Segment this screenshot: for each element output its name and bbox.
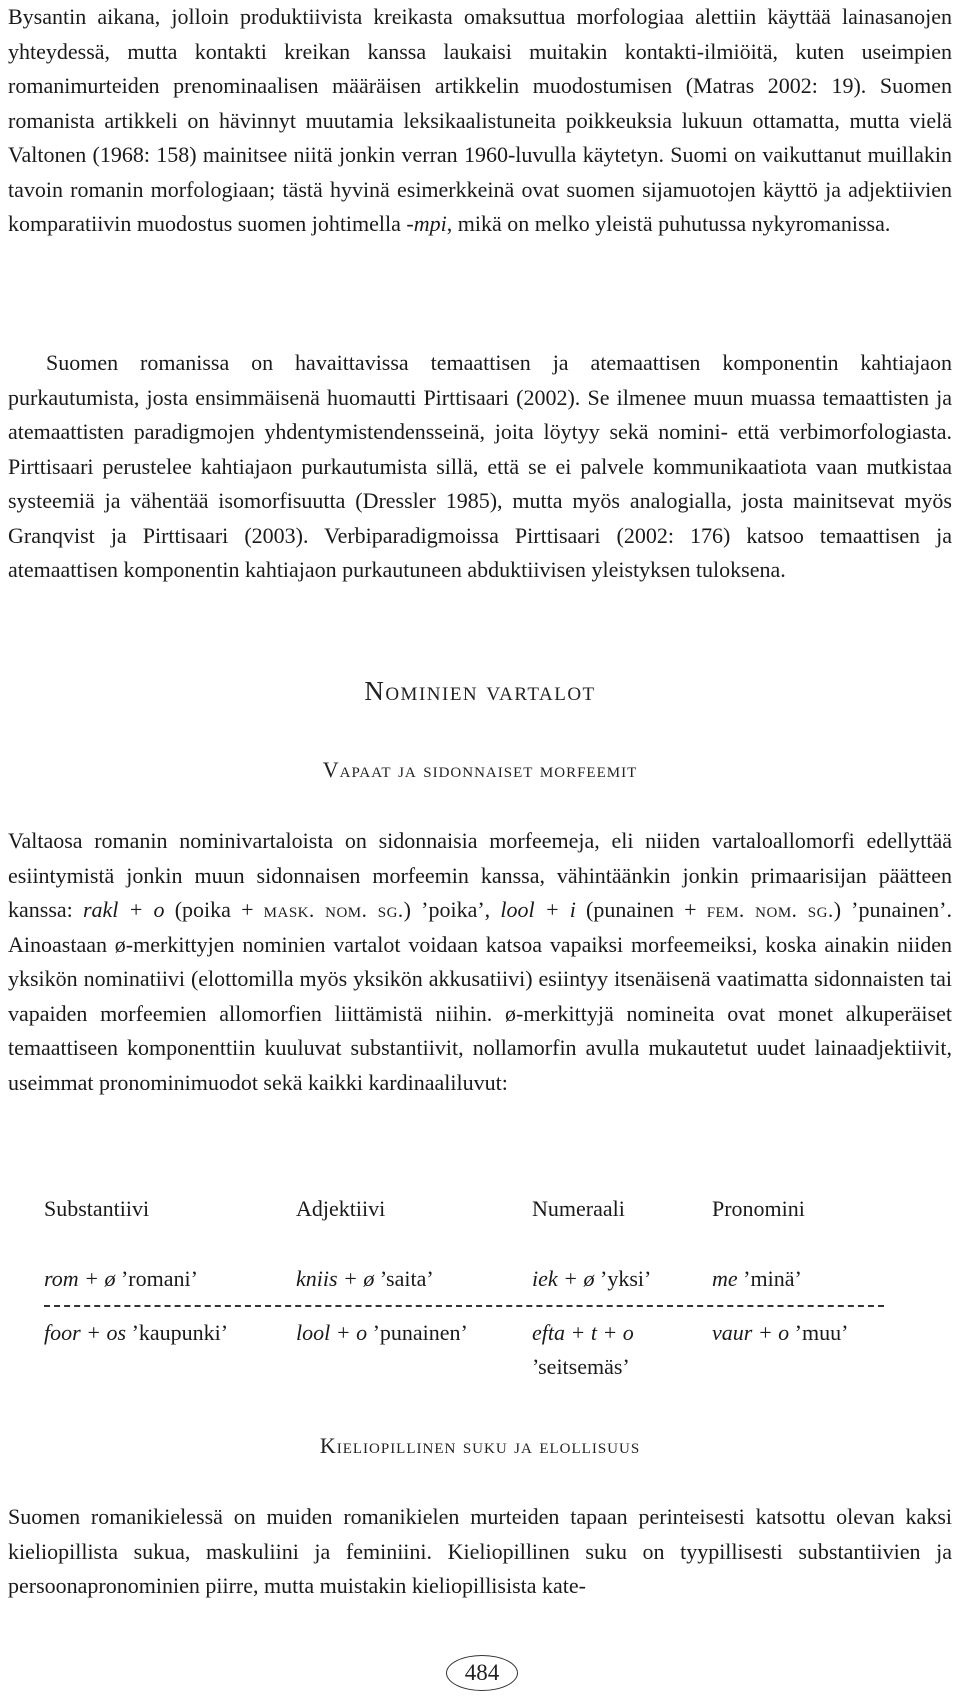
paragraph-1 <box>8 0 952 242</box>
example-rakl-o: rakl + o <box>82 897 165 922</box>
subsection-heading-1-block <box>8 757 952 783</box>
gloss-fem-nom-sg: fem. nom. sg. <box>706 898 834 922</box>
table-cell <box>296 1316 532 1384</box>
example-form: rom + ø <box>44 1266 116 1291</box>
paragraph-1-text-b: , mikä on melko yleistä puhutussa nykyromanissa. <box>446 211 891 236</box>
section-heading-block <box>8 676 952 707</box>
example-gloss: ’saita’ <box>374 1266 434 1291</box>
paragraph-2 <box>8 346 952 588</box>
paragraph-1-text-a: Bysantin aikana, jolloin produktiivista kreikasta omaksuttua morfologiaa alettiin käyttää lainasanojen yhteydessä, mutta kontakti kreikan kanssa laukaisi muitakin kontakti-ilmiöitä, kuten useimpien romanimurteiden prenominaalisen määräisen artikkelin muodostumisen (Matras 2002: 19). Suomen romanista artikkeli on hävinnyt muutamia leksikaalistuneita poikkeuksia lukuun ottamatta, mutta vielä Valtonen (1968: 158) mainitsee niitä jonkin verran 1960-luvulla käytetyn. Suomi on vaikuttanut muillakin tavoin romanin morfologiaan; tästä hyvinä esimerkkeinä ovat suomen sijamuotojen käyttö ja adjektiivien komparatiivin muodostus suomen johtimella <box>8 4 952 236</box>
subsection-heading-1: Vapaat ja sidonnaiset morfeemit <box>322 757 638 782</box>
table-header: Numeraali <box>532 1196 625 1221</box>
paragraph-3-text-d: (punainen + <box>575 897 707 922</box>
example-form: lool + o <box>296 1320 368 1345</box>
table-cell <box>44 1262 296 1296</box>
table-cell <box>296 1262 532 1296</box>
example-gloss: ’seitsemäs’ <box>532 1354 630 1379</box>
table-header-row <box>44 1192 892 1226</box>
nominal-stems-table <box>44 1192 892 1226</box>
paragraph-2-text: Suomen romanissa on havaittavissa temaattisen ja atemaattisen komponentin kahtiajaon purkautumista, josta ensimmäisenä huomautti Pirttisaari (2002). Se ilmenee muun muassa temaattisten ja atemaattisten paradigmojen yhdentymistendensseinä, joita löytyy sekä nomini- että verbimorfologiasta. Pirttisaari perustelee kahtiajaon purkautumista sillä, että se ei palvele kommunikaatiota vaan mutkistaa systeemiä ja vähentää isomorfisuutta (Dressler 1985), mutta myös analogialla, josta mainitsevat myös Granqvist ja Pirttisaari (2003). Verbiparadigmoissa Pirttisaari (2002: 176) katsoo temaattisen ja atemaattisen komponentin kahtiajaon purkautuneen abduktiivisen yleistyksen tuloksena. <box>8 350 952 582</box>
example-gloss: ’minä’ <box>737 1266 802 1291</box>
paragraph-3-text-c: ) ’poika’, <box>403 897 501 922</box>
example-lool-i: lool + i <box>500 897 576 922</box>
example-form: iek + ø <box>532 1266 595 1291</box>
example-gloss: ’yksi’ <box>594 1266 652 1291</box>
example-gloss: ’muu’ <box>789 1320 849 1345</box>
table-cell <box>532 1262 712 1296</box>
table-row <box>44 1262 892 1296</box>
table-cell <box>44 1316 296 1384</box>
paragraph-4-text: Suomen romanikielessä on muiden romanikielen murteiden tapaan perinteisesti katsottu olevan kaksi kieliopillista sukua, maskuliini ja feminiini. Kieliopillinen suku on tyypillisesti substantiivien ja persoonapronominien piirre, mutta muistakin kieliopillisista kate- <box>8 1504 952 1598</box>
bound-stem-examples-row <box>44 1316 892 1384</box>
subsection-heading-2-block <box>8 1433 952 1459</box>
example-gloss: ’kaupunki’ <box>126 1320 229 1345</box>
table-header: Adjektiivi <box>296 1196 386 1221</box>
example-gloss: ’punainen’ <box>367 1320 468 1345</box>
table-header: Pronomini <box>712 1196 805 1221</box>
paragraph-3-text-a: Valtaosa romanin nominivartaloista on sidonnaisia morfeemeja, eli niiden vartaloallomorfi edellyttää esiintymistä jonkin muun sidonnaisen morfeemin kanssa, vähintäänkin jonkin primaarisijan päätteen kanssa: <box>8 828 952 922</box>
paragraph-3 <box>8 824 952 1100</box>
example-form: vaur + o <box>712 1320 790 1345</box>
example-form: me <box>712 1266 738 1291</box>
suffix-mpi: -mpi <box>406 211 447 236</box>
example-form: efta + t + o <box>532 1320 634 1345</box>
table-cell <box>712 1262 892 1296</box>
table-header: Substantiivi <box>44 1196 150 1221</box>
paragraph-3-text-b: (poika + <box>164 897 264 922</box>
page-number: 484 <box>446 1655 518 1691</box>
gloss-mask-nom-sg: mask. nom. sg. <box>263 898 404 922</box>
table-cell <box>532 1316 712 1384</box>
section-heading: Nominien vartalot <box>364 676 596 706</box>
zero-marked-examples-row <box>44 1262 892 1296</box>
table-cell <box>712 1316 892 1384</box>
subsection-heading-2: Kieliopillinen suku ja elollisuus <box>319 1433 641 1458</box>
example-form: kniis + ø <box>296 1266 375 1291</box>
table-row <box>44 1316 892 1384</box>
example-form: foor + os <box>44 1320 127 1345</box>
paragraph-4 <box>8 1500 952 1604</box>
paragraph-3-text-e: ) ’punainen’. Ainoastaan ø-merkittyjen nominien vartalot voidaan katsoa vapaiksi morfeemeiksi, koska ainakin niiden yksikön nominatiivi (elottomilla myös yksikön akkusatiivi) esiintyy itsenäisenä vaatimatta sidonnaisten tai vapaiden morfeemien allomorfien liittämistä niihin. ø-merkittyjä nomineita ovat monet alkuperäiset temaattiseen komponenttiin kuuluvat substantiivit, nollamorfin avulla mukautetut uudet lainaadjektiivit, useimmat pronominimuodot sekä kaikki kardinaaliluvut: <box>8 897 952 1095</box>
example-gloss: ’romani’ <box>115 1266 198 1291</box>
dashed-divider <box>44 1305 884 1307</box>
